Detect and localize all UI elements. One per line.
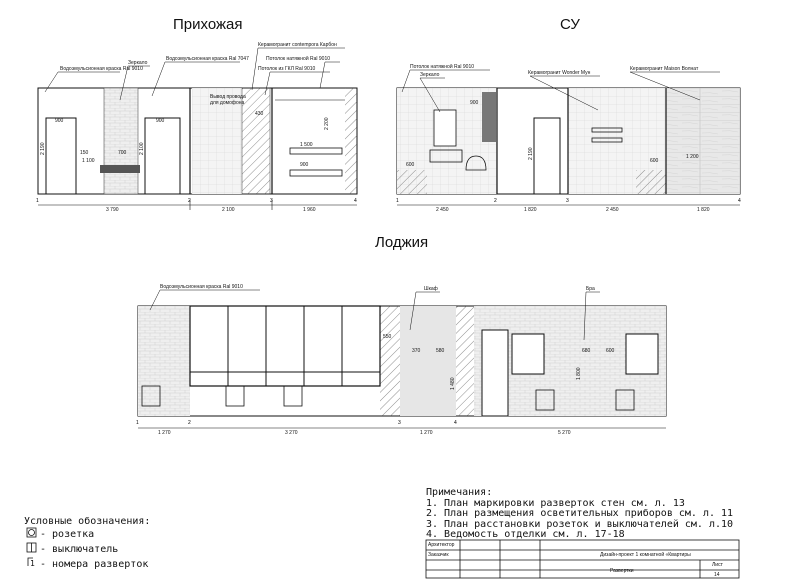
loggia-sconce-label: Бра [586,286,595,292]
loggia-dim: 1 270 [158,430,171,436]
loggia-dim: 1 800 [576,367,582,380]
axis-mark: 4 [354,198,357,204]
note-item: 2. План размещения осветительных приборов см. л. 11 [426,508,734,519]
legend-socket: - розетка [40,529,95,540]
stamp-sheet-label: Лист [712,562,723,568]
wc-dim: 2 450 [606,207,619,213]
loggia-material-labels [160,284,595,292]
loggia-cabinet-label: Шкаф [424,286,438,292]
hallway-paint-label: Водоэмульсионная краска Ral 9010 [60,66,143,72]
axis-mark: 3 [566,198,569,204]
wc-dim: 2 450 [436,207,449,213]
wc-title: СУ [560,16,580,33]
axis-mark: 1 [396,198,399,204]
hallway-dim: 900 [156,118,165,124]
hallway-dim: 1 960 [303,207,316,213]
hallway-ceiling-label: Потолок натяжной Ral 9010 [266,56,331,62]
hallway-dim: 430 [255,111,264,117]
wc-dim: 2 190 [528,147,534,160]
note-item: 3. План расстановки розеток и выключателей см. л.10 [426,518,734,530]
wc-axis-marks [396,198,741,204]
hallway-elevation [38,88,357,210]
axis-mark: 3 [398,420,401,426]
loggia-dim: 5 270 [558,430,571,436]
legend-sample-number: 1 [30,559,35,568]
axis-mark: 2 [188,420,191,426]
loggia-axis-marks [136,420,457,426]
wc-dim: 600 [650,158,659,164]
axis-mark: 1 [136,420,139,426]
wc-dim: 900 [470,100,479,106]
hallway-dim: 2 100 [222,207,235,213]
hallway-dim: 2 190 [40,142,46,155]
hallway-gkl-label: Потолок из ГКЛ Ral 9010 [258,66,316,72]
axis-mark: 2 [188,198,191,204]
wc-dim: 600 [406,162,415,168]
stamp-customer: Заказчик [428,552,449,558]
legend-heading: Условные обозначения: [24,516,151,527]
hallway-mirror-label: Зеркало [128,60,148,66]
axis-mark: 4 [454,420,457,426]
wc-mirror-label: Зеркало [420,72,440,78]
notes-block [426,488,733,541]
loggia-elevation [138,306,666,428]
loggia-dim: 3 270 [285,430,298,436]
note-item: 4. Ведомость отделки см. л. 17-18 [426,529,625,540]
stamp-sheet-number: 14 [714,572,720,578]
hallway-paint-mid-label: Водоэмульсионная краска Ral 7047 [166,56,249,62]
wc-material-labels [410,63,699,78]
hallway-dim: 1 100 [82,158,95,164]
legend-section-number: - номера разверток [40,559,149,570]
wc-dim: 1 820 [697,207,710,213]
wc-porcelain-label-1: Керамогранит Wonder Мун [528,70,591,76]
hallway-dim: 900 [55,118,64,124]
loggia-dim: 680 [582,348,591,354]
loggia-title: Лоджия [375,234,429,251]
loggia-dim: 1 270 [420,430,433,436]
note-item: 1. План маркировки разверток стен см. л. 13 [426,497,685,509]
wc-porcelain-label-2: Керамогранит Maison Волнат [630,66,699,72]
axis-mark: 3 [270,198,273,204]
stamp-sheet-name: Развертки [610,568,634,574]
hallway-axis-marks [36,198,357,204]
title-block [426,540,739,578]
wc-ceiling-label: Потолок натяжной Ral 9010 [410,64,475,70]
notes-heading: Примечания: [426,487,493,498]
hallway-dim: 700 [118,150,127,156]
hallway-dim: 2 100 [139,142,145,155]
stamp-project: Дизайн-проект 1 комнатной «Квартиры [600,552,691,558]
loggia-dim: 370 [412,348,421,354]
hallway-dim: 2 200 [324,117,330,130]
stamp-architect: Архитектор [428,542,455,548]
loggia-paint-label: Водоэмульсионная краска Ral 9010 [160,284,243,290]
axis-mark: 1 [36,198,39,204]
axis-mark: 2 [494,198,497,204]
loggia-dim: 600 [606,348,615,354]
axis-mark: 4 [738,198,741,204]
loggia-dim: 1 480 [450,377,456,390]
wc-dim: 1 200 [686,154,699,160]
hallway-porcelain-label: Керамогранит contempora Карбон [258,42,337,48]
hallway-dim: 150 [80,150,89,156]
hallway-wire-label-2: для домофона [210,100,245,106]
hallway-dim: 3 790 [106,207,119,213]
hallway-title: Прихожая [173,16,243,33]
hallway-wire-label: Вывод провода [210,94,246,100]
loggia-dim: 580 [436,348,445,354]
hallway-dim: 1 500 [300,142,313,148]
wc-elevation [397,88,740,205]
hallway-dim: 900 [300,162,309,168]
wc-dim: 1 820 [524,207,537,213]
legend-switch: - выключатель [40,544,119,555]
loggia-dim: 550 [383,334,392,340]
